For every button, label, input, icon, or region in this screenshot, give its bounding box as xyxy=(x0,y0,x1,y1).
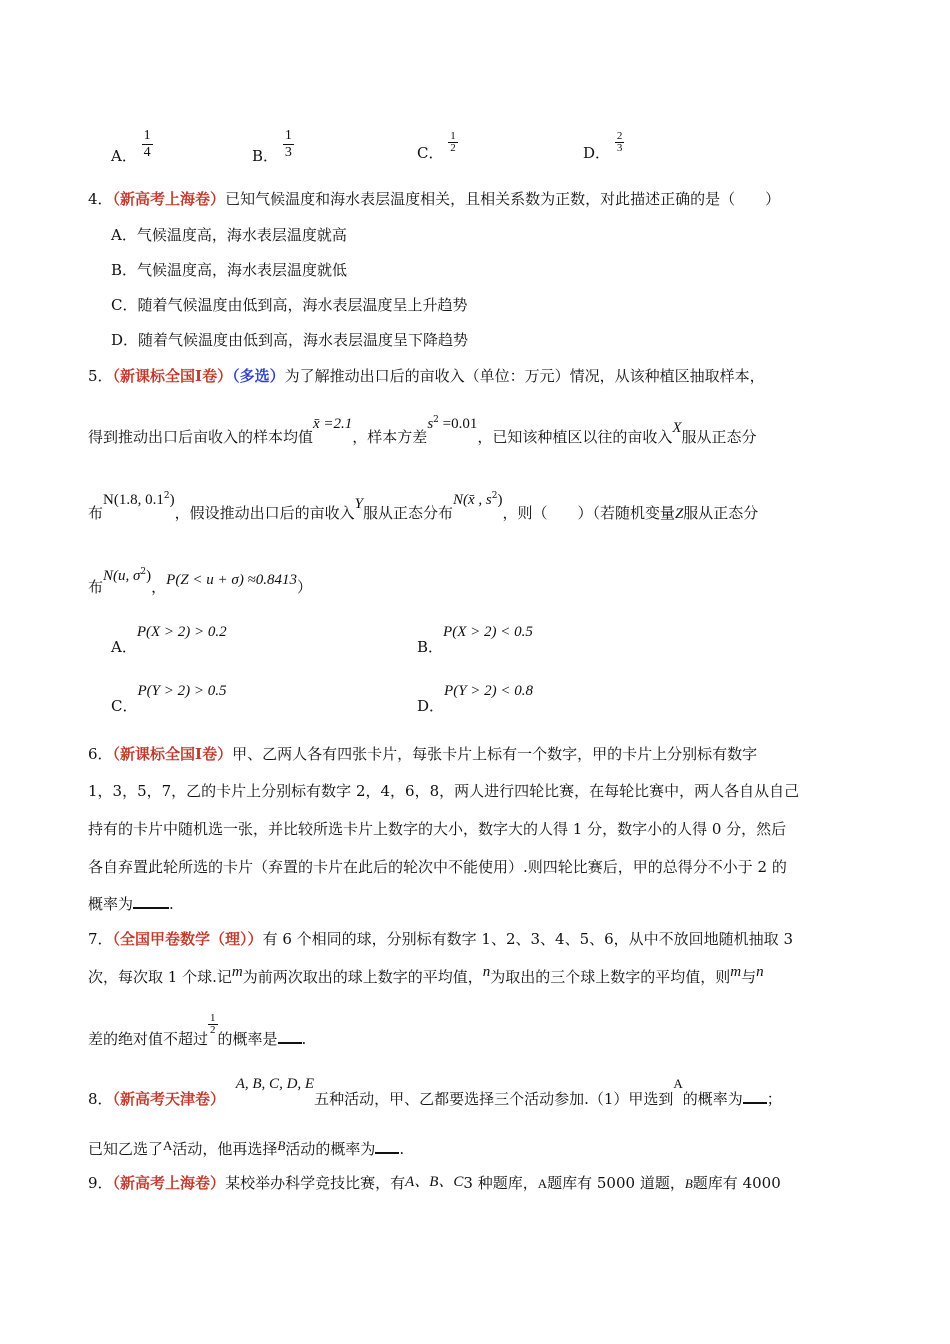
q6-line-4: 各自弃置此轮所选的卡片（弃置的卡片在此后的轮次中不能使用）.则四轮比赛后，甲的总得分不小于 2 的 xyxy=(88,858,787,876)
fraction: $\frac{1}{4}$ xyxy=(143,128,151,160)
answer-blank xyxy=(278,1028,302,1044)
q7-line-1 xyxy=(88,928,793,949)
question-source: （新课标全国Ⅰ卷） xyxy=(112,745,233,763)
question-source: （新课标全国Ⅰ卷） xyxy=(112,367,233,385)
q5-option-d xyxy=(417,679,534,715)
text: 服从正态分 xyxy=(681,428,757,446)
var-n: n xyxy=(756,964,764,980)
q4-option-c: C．随着气候温度由低到高，海水表层温度呈上升趋势 xyxy=(111,296,468,314)
text: 为前两次取出的球上数字的平均值， xyxy=(242,968,483,986)
exponent: 2 xyxy=(433,415,439,425)
option-letter: B． xyxy=(252,146,279,165)
normal-dist-3 xyxy=(103,566,151,584)
question-source: （全国甲卷数学（理）） xyxy=(112,930,263,948)
expr: N(x̄ , s xyxy=(452,492,492,508)
text: 的概率是 xyxy=(217,1030,278,1048)
multi-select-tag: （多选） xyxy=(232,367,285,385)
question-text: 甲、乙两人各有四张卡片，每张卡片上标有一个数字，甲的卡片上分别标有数字 xyxy=(232,745,758,763)
expr: N(1.8, 0.1 xyxy=(103,492,164,508)
option-letter: B． xyxy=(417,638,444,656)
paren: ) xyxy=(169,492,175,508)
question-text: 已知气候温度和海水表层温度相关，且相关系数为正数，对此描述正确的是（ ） xyxy=(225,190,781,208)
q5-line-2 xyxy=(88,415,757,447)
answer-blank xyxy=(743,1088,767,1104)
text: 服从正态分 xyxy=(683,504,759,522)
q3-option-b xyxy=(252,128,294,165)
text: 布 xyxy=(88,504,104,522)
var-x: X xyxy=(672,420,682,436)
text: 次，每次取 1 个球.记 xyxy=(88,968,232,986)
value: =0.01 xyxy=(438,416,478,432)
paren: ) xyxy=(497,492,503,508)
option-expr: P(Y > 2) < 0.8 xyxy=(444,683,534,699)
q9-line-1 xyxy=(88,1172,781,1193)
option-letter: A． xyxy=(111,146,137,165)
text: ，已知该种植区以往的亩收入 xyxy=(477,428,673,446)
var-a: A xyxy=(673,1076,683,1091)
text: 为取出的三个球上数字的平均值，则 xyxy=(490,968,731,986)
q7-line-3 xyxy=(88,1011,307,1048)
q3-option-c xyxy=(417,129,458,162)
expr: N(u, σ xyxy=(103,568,141,584)
text: . xyxy=(399,1140,405,1158)
answer-blank xyxy=(133,893,169,909)
question-number: 4． xyxy=(88,190,113,208)
q5-line-1 xyxy=(88,365,765,386)
q4-stem xyxy=(88,188,780,209)
fraction-half xyxy=(208,1013,218,1036)
numerator: 1 xyxy=(210,1011,216,1024)
var-b: B xyxy=(277,1138,286,1153)
option-expr: P(Y > 2) > 0.5 xyxy=(137,683,227,699)
text: . xyxy=(301,1030,307,1048)
var-a: A xyxy=(537,1176,548,1191)
sample-mean: x̄ =2.1 xyxy=(313,416,353,432)
var-s: s xyxy=(427,416,434,432)
option-letter: C． xyxy=(417,144,444,162)
q4-option-b: B．气候温度高，海水表层温度就低 xyxy=(111,261,348,279)
var-n: n xyxy=(482,964,491,980)
text: 布 xyxy=(88,578,104,596)
exponent: 2 xyxy=(163,491,170,501)
text: ，则（ ）（若随机变量 xyxy=(502,504,675,522)
q5-line-3 xyxy=(88,491,759,523)
fraction: $\frac{1}{2}$ xyxy=(450,129,456,154)
normal-dist-2 xyxy=(453,490,502,508)
var-b: B xyxy=(684,1176,693,1191)
probability-expr: P(Z < u + σ) ≈0.8413 xyxy=(166,572,298,588)
var-a: A xyxy=(163,1138,173,1153)
fraction: $\frac{1}{3}$ xyxy=(284,128,292,160)
var-m: m xyxy=(231,964,243,980)
text: ； xyxy=(766,1090,782,1108)
q4-option-d: D．随着气候温度由低到高，海水表层温度呈下降趋势 xyxy=(111,331,469,349)
normal-dist-1 xyxy=(103,490,175,508)
question-source: （新高考天津卷） xyxy=(112,1090,226,1108)
text: 题库有 4000 xyxy=(692,1174,781,1192)
text: 某校举办科学竞技比赛，有 xyxy=(225,1174,406,1192)
text: ） xyxy=(297,578,313,596)
question-source: （新高考上海卷） xyxy=(112,190,226,208)
q3-option-d xyxy=(583,129,624,162)
bank-names: A、B、C xyxy=(405,1174,464,1190)
text: 概率为 xyxy=(88,895,134,913)
var-z: Z xyxy=(674,506,684,522)
option-letter: C． xyxy=(111,697,138,715)
sample-variance xyxy=(427,414,477,432)
option-expr: P(X > 2) > 0.2 xyxy=(136,624,227,640)
q6-line-3: 持有的卡片中随机选一张，并比较所选卡片上数字的大小，数字大的人得 1 分，数字小的人得 0 分，然后 xyxy=(88,820,787,838)
question-number: 5． xyxy=(88,367,113,385)
text: 活动，他再选择 xyxy=(172,1140,278,1158)
activity-set: A, B, C, D, E xyxy=(235,1076,315,1092)
question-number: 6． xyxy=(88,745,113,763)
q8-line-1 xyxy=(88,1072,782,1108)
text: 题库有 5000 道题， xyxy=(547,1174,685,1192)
q7-line-2 xyxy=(88,966,764,987)
text: 差的绝对值不超过 xyxy=(88,1030,209,1048)
q5-option-b xyxy=(417,620,533,656)
exponent: 2 xyxy=(491,491,498,501)
q6-line-2: 1，3，5，7，乙的卡片上分别标有数字 2，4，6，8，两人进行四轮比赛，在每轮比赛中，两人各自从自己 xyxy=(88,782,800,800)
q6-line-5 xyxy=(88,893,174,914)
text: ， xyxy=(151,578,167,596)
q4-option-a: A．气候温度高，海水表层温度就高 xyxy=(111,226,347,244)
answer-blank xyxy=(375,1138,399,1154)
option-letter: D． xyxy=(417,697,445,715)
q5-option-c xyxy=(111,679,227,715)
question-text: 有 6 个相同的球，分别标有数字 1、2、3、4、5、6，从中不放回地随机抽取 3 xyxy=(262,930,793,948)
exponent: 2 xyxy=(140,567,147,577)
question-source: （新高考上海卷） xyxy=(112,1174,226,1192)
text: 活动的概率为 xyxy=(285,1140,376,1158)
text: ，样本方差 xyxy=(352,428,428,446)
text: 与 xyxy=(741,968,757,986)
denominator: 2 xyxy=(210,1023,216,1036)
question-number: 7． xyxy=(88,930,113,948)
var-y: Y xyxy=(354,496,363,512)
option-letter: A． xyxy=(111,638,137,656)
q5-option-a xyxy=(111,620,227,656)
q8-line-2 xyxy=(88,1138,404,1159)
var-m: m xyxy=(730,964,742,980)
option-expr: P(X > 2) < 0.5 xyxy=(443,624,533,640)
text: ，假设推动出口后的亩收入 xyxy=(174,504,355,522)
question-text: 为了解推动出口后的亩收入（单位：万元）情况，从该种植区抽取样本， xyxy=(284,367,765,385)
text: 得到推动出口后亩收入的样本均值 xyxy=(88,428,314,446)
q3-option-a xyxy=(111,128,153,165)
option-letter: D． xyxy=(583,144,611,162)
paren: ) xyxy=(146,568,152,584)
text: 的概率为 xyxy=(682,1090,743,1108)
text: . xyxy=(169,895,174,913)
text: 五种活动，甲、乙都要选择三个活动参加.（1）甲选到 xyxy=(314,1090,674,1108)
text: 3 种题库， xyxy=(463,1174,538,1192)
text: 已知乙选了 xyxy=(88,1140,164,1158)
question-number: 8． xyxy=(88,1090,113,1108)
q5-line-4 xyxy=(88,567,313,597)
text: 服从正态分布 xyxy=(362,504,453,522)
question-number: 9． xyxy=(88,1174,113,1192)
q6-line-1 xyxy=(88,743,757,764)
fraction: $\frac{2}{3}$ xyxy=(616,129,623,154)
